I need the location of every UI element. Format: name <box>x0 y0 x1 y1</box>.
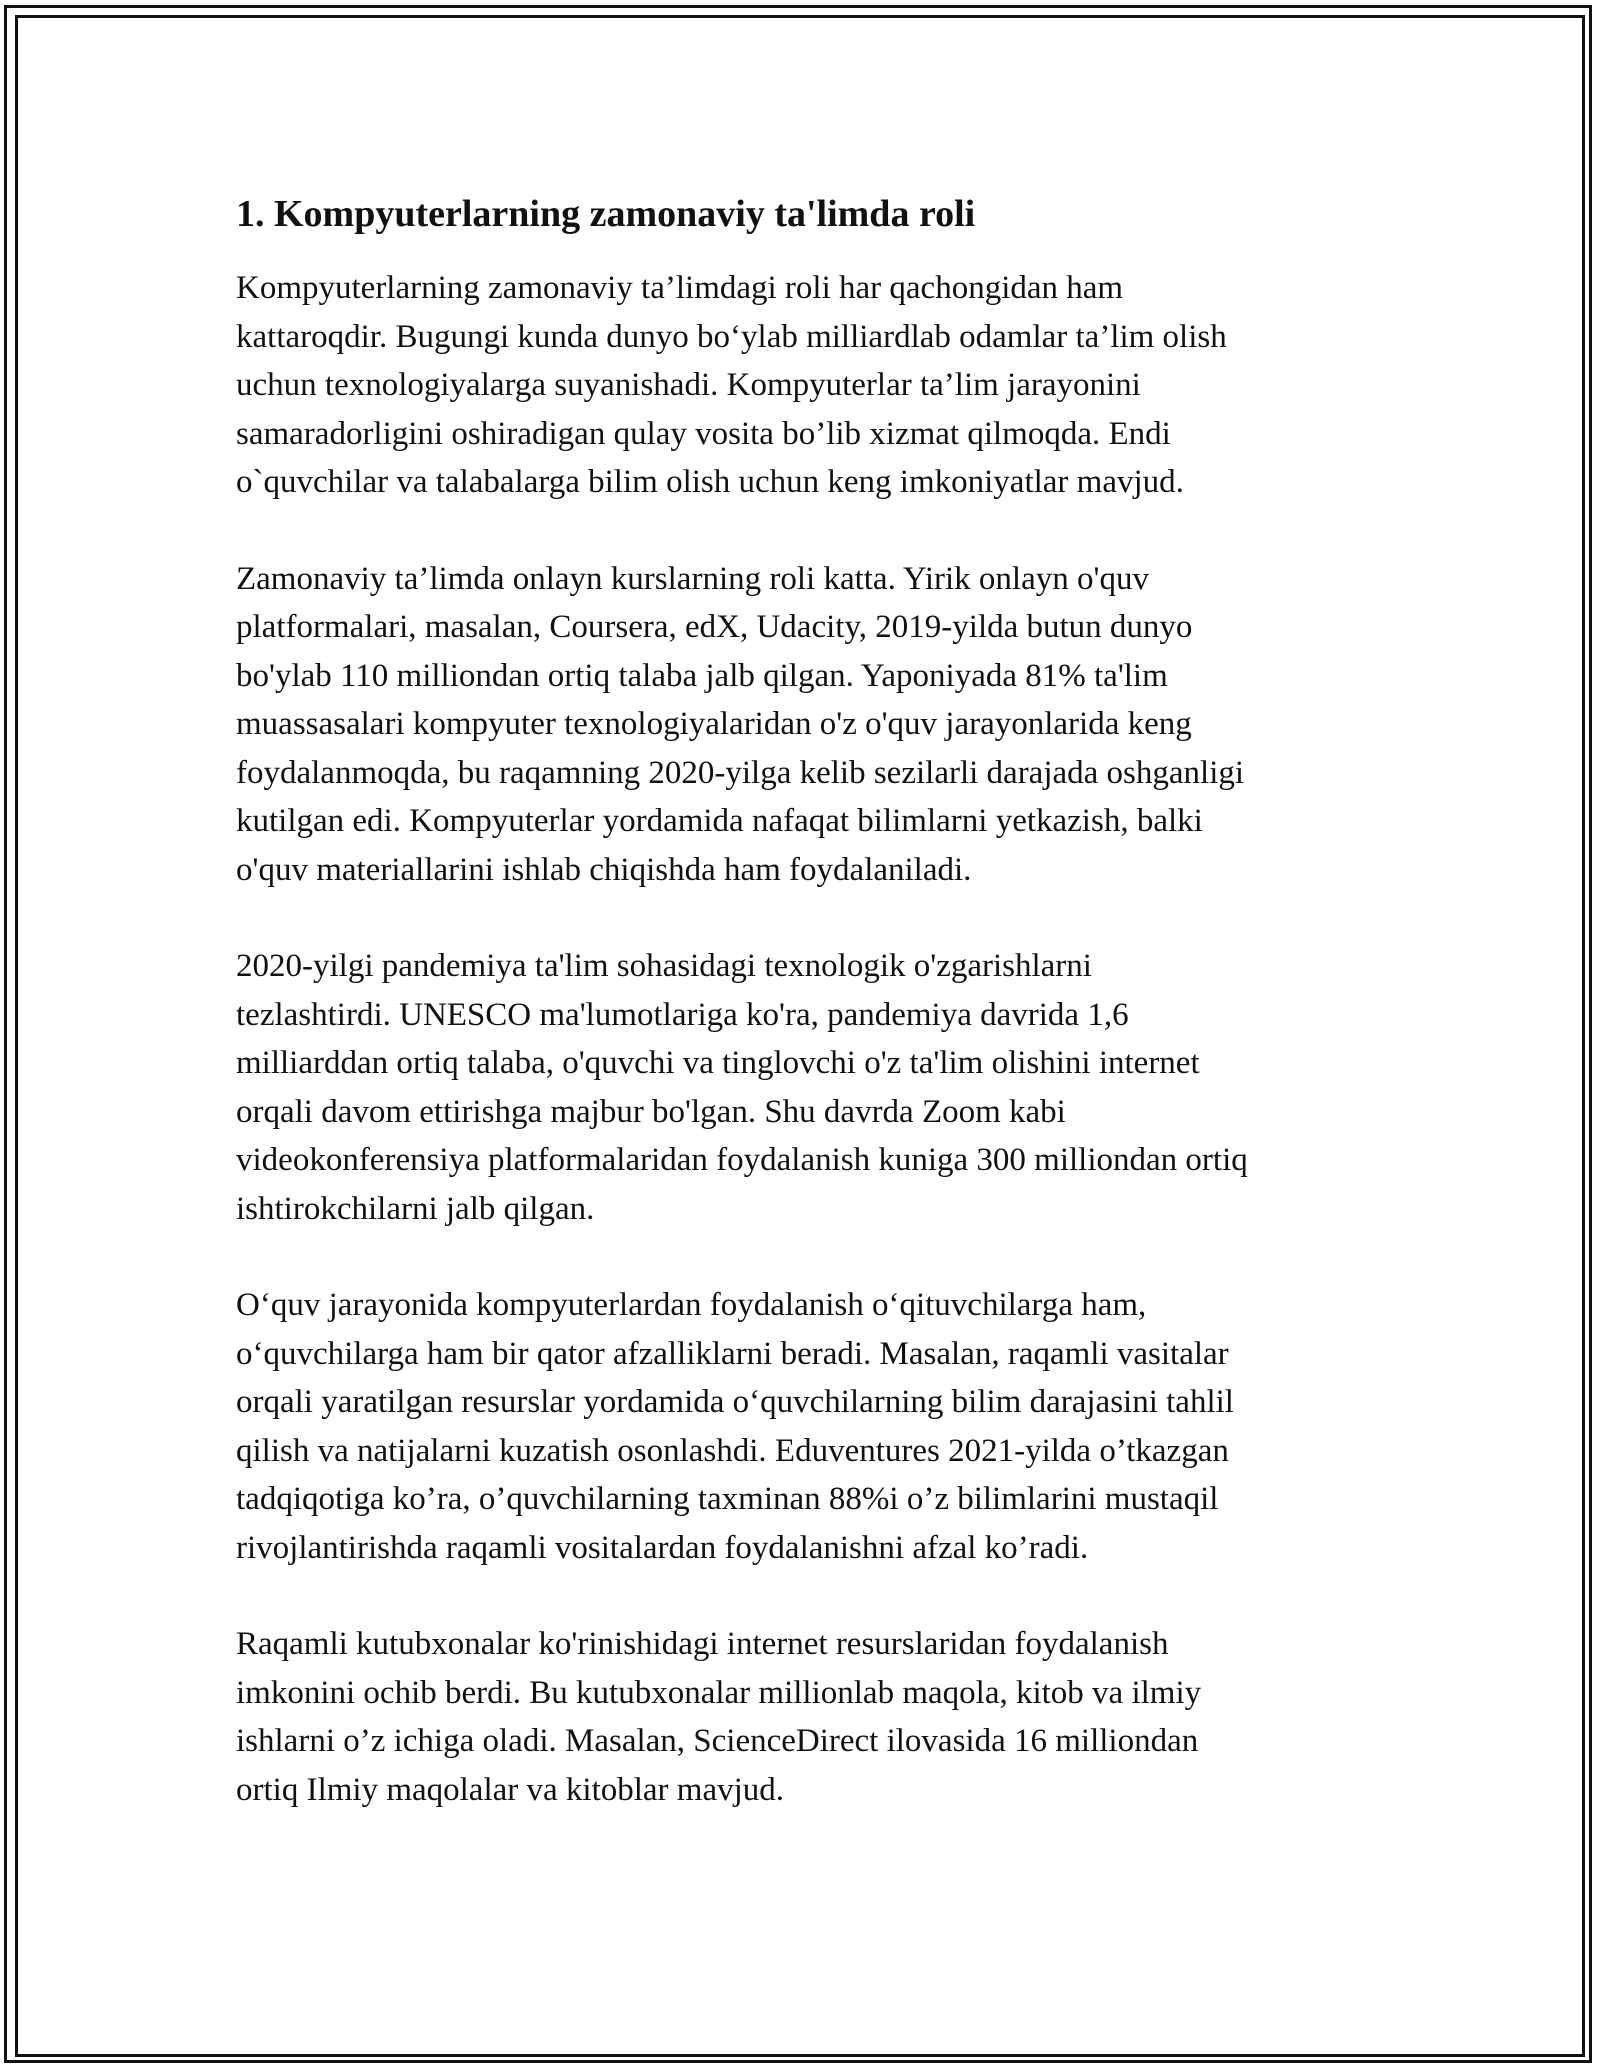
text-line: tadqiqotiga ko’ra, o’quvchilarning taxminan 88%i o’z bilimlarini mustaqil <box>236 1481 1219 1517</box>
text-line: o'quv materiallarini ishlab chiqishda ham foydalaniladi. <box>236 851 972 888</box>
text-line: ishlarni o’z ichiga oladi. Masalan, ScienceDirect ilovasida 16 milliondan <box>236 1723 1199 1759</box>
text-line: qilish va natijalarni kuzatish osonlashdi. Eduventures 2021-yilda o’tkazgan <box>236 1432 1229 1469</box>
text-line: Kompyuterlarning zamonaviy ta’limdagi roli har qachongidan ham <box>236 270 1124 306</box>
text-line: orqali davom ettirishga majbur bo'lgan. Shu davrda Zoom kabi <box>236 1093 1066 1130</box>
paragraph-2 <box>236 555 1366 895</box>
text-line: orqali yaratilgan resurslar yordamida o‘quvchilarning bilim darajasini tahlil <box>236 1384 1234 1420</box>
text-line: ortiq Ilmiy maqolalar va kitoblar mavjud. <box>236 1771 785 1808</box>
paragraph-5 <box>236 1620 1366 1814</box>
text-line: bo'ylab 110 milliondan ortiq talaba jalb qilgan. Yaponiyada 81% ta'lim <box>236 657 1168 694</box>
text-line: 2020-yilgi pandemiya ta'lim sohasidagi texnologik o'zgarishlarni <box>236 948 1092 984</box>
text-line: platformalari, masalan, Coursera, edX, Udacity, 2019-yilda butun dunyo <box>236 609 1193 645</box>
text-line: imkonini ochib berdi. Bu kutubxonalar millionlab maqola, kitob va ilmiy <box>236 1674 1202 1711</box>
section-heading: 1. Kompyuterlarning zamonaviy ta'limda roli <box>236 193 976 235</box>
text-line: videokonferensiya platformalaridan foydalanish kuniga 300 milliondan ortiq <box>236 1142 1248 1178</box>
text-line: rivojlantirishda raqamli vositalardan foydalanishni afzal ko’radi. <box>236 1529 1089 1566</box>
text-line: o`quvchilar va talabalarga bilim olish uchun keng imkoniyatlar mavjud. <box>236 464 1184 500</box>
text-line: muassasalari kompyuter texnologiyalaridan o'z o'quv jarayonlarida keng <box>236 706 1192 742</box>
text-line: ishtirokchilarni jalb qilgan. <box>236 1190 595 1227</box>
text-line: uchun texnologiyalarga suyanishadi. Kompyuterlar ta’lim jarayonini <box>236 367 1141 403</box>
text-line: Raqamli kutubxonalar ko'rinishidagi internet resurslaridan foydalanish <box>236 1626 1169 1662</box>
text-line: foydalanmoqda, bu raqamning 2020-yilga kelib sezilarli darajada oshganligi <box>236 754 1245 791</box>
text-line: tezlashtirdi. UNESCO ma'lumotlariga ko'ra, pandemiya davrida 1,6 <box>236 996 1129 1033</box>
text-line: milliarddan ortiq talaba, o'quvchi va tinglovchi o'z ta'lim olishini internet <box>236 1045 1200 1081</box>
paragraph-1 <box>236 264 1366 507</box>
document-body <box>236 188 1366 1862</box>
text-line: kutilgan edi. Kompyuterlar yordamida nafaqat bilimlarni yetkazish, balki <box>236 803 1203 839</box>
text-line: Zamonaviy ta’limda onlayn kurslarning roli katta. Yirik onlayn o'quv <box>236 560 1149 597</box>
text-line: samaradorligini oshiradigan qulay vosita bo’lib xizmat qilmoqda. Endi <box>236 415 1171 452</box>
text-line: kattaroqdir. Bugungi kunda dunyo bo‘ylab milliardlab odamlar ta’lim olish <box>236 318 1227 355</box>
paragraph-4 <box>236 1281 1366 1572</box>
text-line: o‘quvchilarga ham bir qator afzalliklarni beradi. Masalan, raqamli vasitalar <box>236 1335 1229 1372</box>
text-line: O‘quv jarayonida kompyuterlardan foydalanish o‘qituvchilarga ham, <box>236 1287 1147 1323</box>
paragraph-3 <box>236 942 1366 1233</box>
